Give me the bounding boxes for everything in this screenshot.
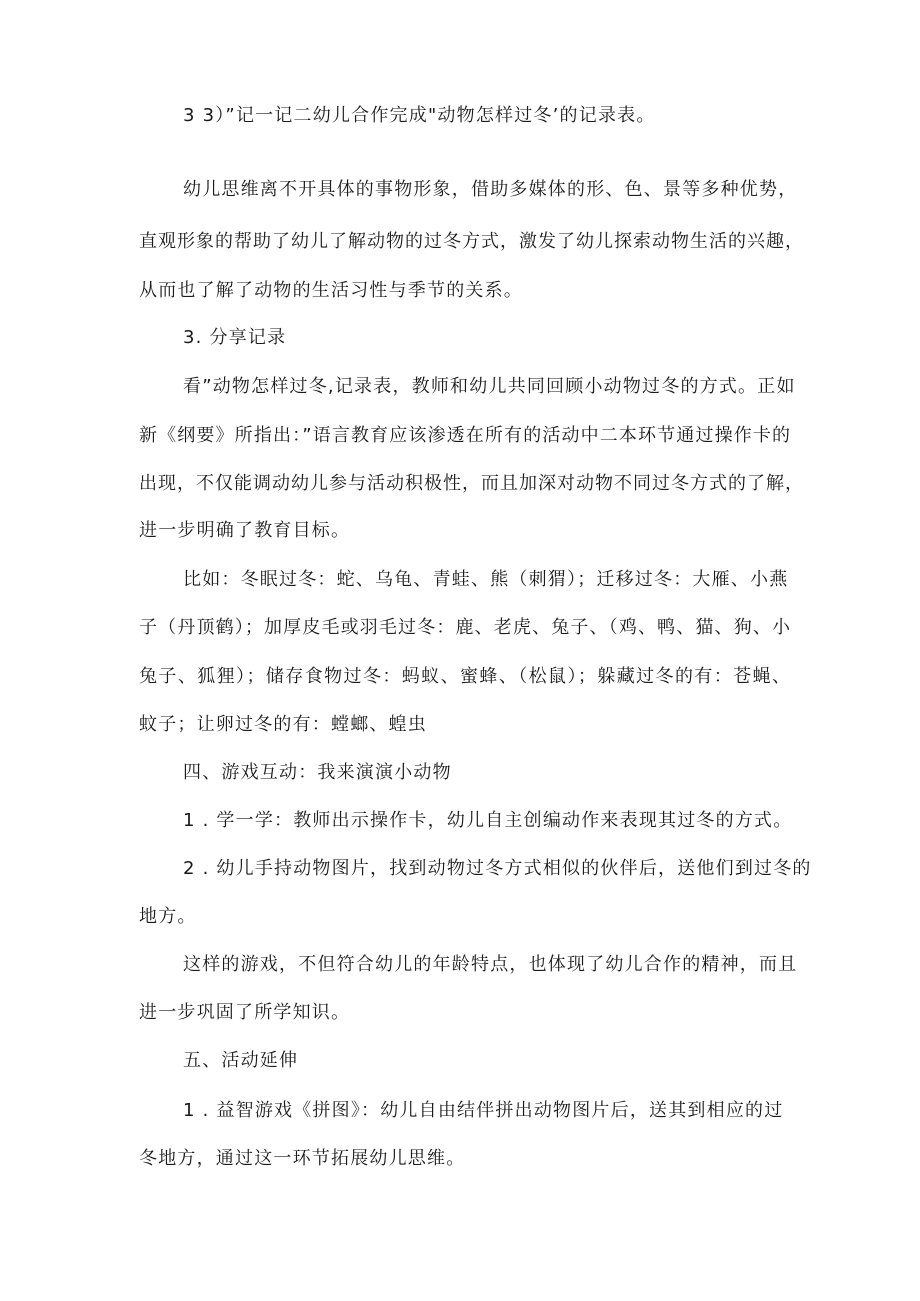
examples-paragraph-line-2: 子（丹顶鹤）；加厚皮毛或羽毛过冬：鹿、老虎、兔子、（鸡、鸭、猫、狗、小: [139, 617, 791, 638]
record-table-paragraph: 3 3）”记一记二幼儿合作完成"动物怎样过冬’的记录表。: [183, 105, 656, 126]
section-4-heading: 四、游戏互动：我来演演小动物: [183, 762, 452, 783]
game-item-2-line-1: 2 . 幼儿手持动物图片，找到动物过冬方式相似的伙伴后，送他们到过冬的: [183, 858, 812, 879]
examples-paragraph-line-1: 比如：冬眠过冬：蛇、乌龟、青蛙、熊（刺猬）；迁移过冬：大雁、小燕: [183, 569, 789, 590]
game-summary-line-2: 进一步巩固了所学知识。: [139, 1002, 351, 1023]
game-item-1: 1 . 学一学：教师出示操作卡，幼儿自主创编动作来表现其过冬的方式。: [183, 810, 793, 831]
thinking-paragraph-line-1: 幼儿思维离不开具体的事物形象，借助多媒体的形、色、景等多种优势，: [183, 179, 798, 200]
share-paragraph-line-1: 看”动物怎样过冬,记录表，教师和幼儿共同回顾小动物过冬的方式。正如: [183, 376, 796, 397]
share-paragraph-line-2: 新《纲要》所指出：”语言教育应该渗透在所有的活动中二本环节通过操作卡的: [139, 425, 791, 446]
section-5-heading: 五、活动延伸: [183, 1050, 299, 1071]
thinking-paragraph-line-3: 从而也了解了动物的生活习性与季节的关系。: [139, 280, 523, 301]
share-paragraph-line-4: 进一步明确了教育目标。: [139, 520, 351, 541]
game-summary-line-1: 这样的游戏，不但符合幼儿的年龄特点，也体现了幼儿合作的精神，而且: [183, 954, 798, 975]
extension-item-1-line-1: 1 . 益智游戏《拼图》：幼儿自由结伴拼出动物图片后，送其到相应的过: [183, 1100, 784, 1121]
examples-paragraph-line-4: 蚊子；让卵过冬的有：螳螂、蝗虫: [139, 714, 427, 735]
share-paragraph-line-3: 出现，不仅能调动幼儿参与活动积极性，而且加深对动物不同过冬方式的了解，: [139, 473, 804, 494]
game-item-2-line-2: 地方。: [139, 906, 197, 927]
share-record-heading: 3. 分享记录: [183, 327, 287, 348]
extension-item-1-line-2: 冬地方，通过这一环节拓展幼儿思维。: [139, 1148, 466, 1169]
examples-paragraph-line-3: 兔子、狐狸）；储存食物过冬：蚂蚁、蜜蜂、（松鼠）；躲藏过冬的有：苍蝇、: [139, 666, 791, 687]
thinking-paragraph-line-2: 直观形象的帮助了幼儿了解动物的过冬方式，激发了幼儿探索动物生活的兴趣，: [139, 231, 804, 252]
